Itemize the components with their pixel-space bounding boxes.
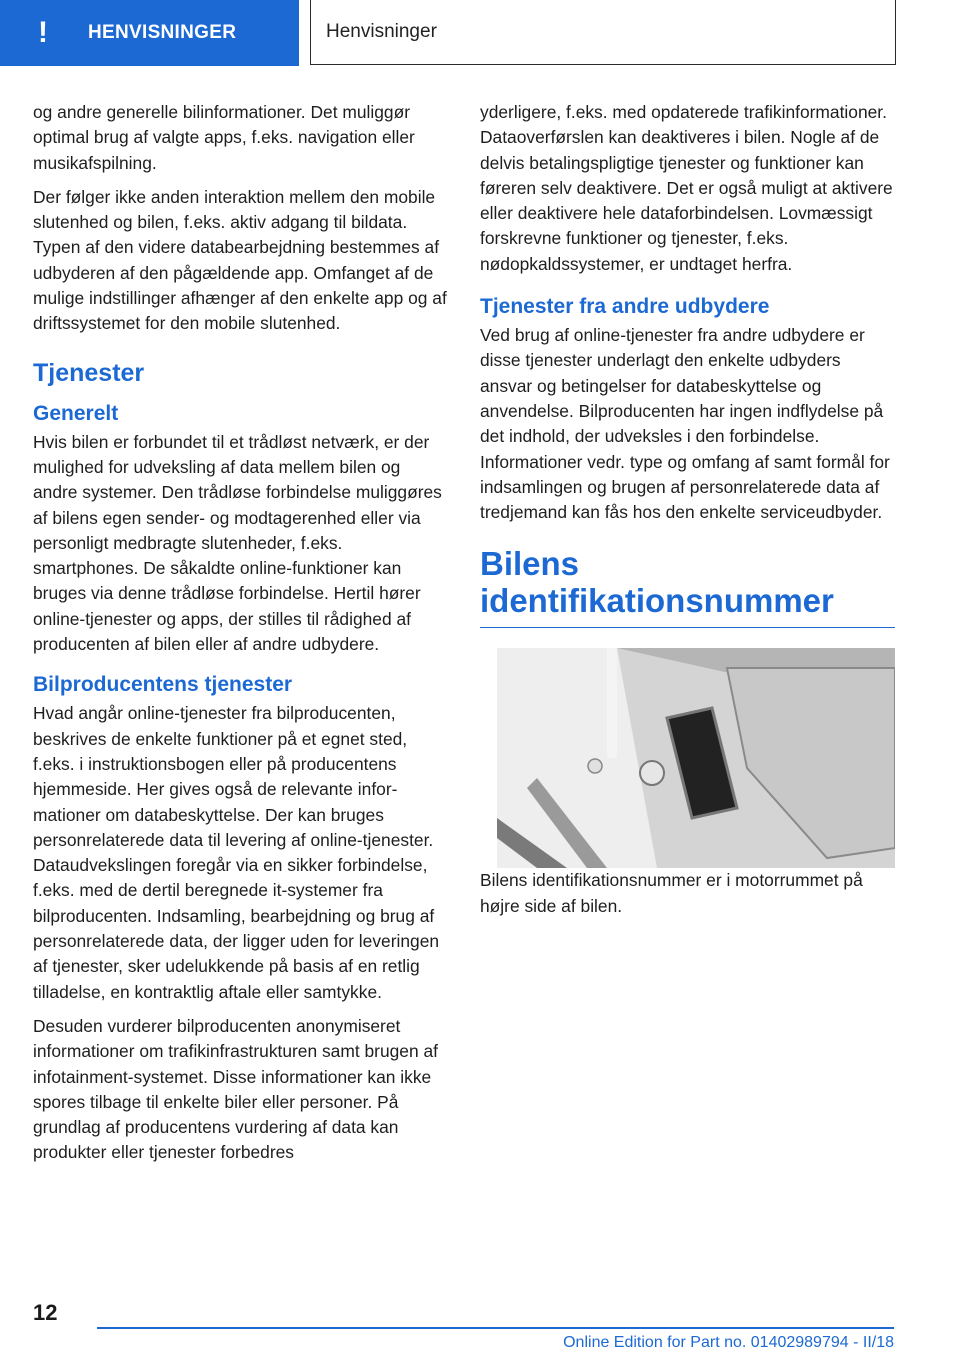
page-number: 12 (33, 1300, 58, 1325)
engine-bay-photo (497, 648, 895, 868)
heading-line-1: Bilens (480, 545, 580, 583)
heading-line-2: identifikationsnummer (480, 582, 834, 620)
paragraph: Desuden vurderer bilproducenten anonymiseret informationer om trafikinfrastrukturen samt brugen af infotainment-systemet. Disse informationer kan ikke spores tilbage til enkelte biler eller personer. På grundlag af producentens vurdering af data kan produkter eller tjenester forbedres (33, 1015, 438, 1163)
section-heading-bilens-identifikationsnummer (480, 545, 895, 628)
engine-bay-illustration (497, 648, 895, 868)
paragraph: yderligere, f.eks. med opdaterede trafikinformationer. Dataoverførslen kan deaktiveres i bilen. Nogle af de delvis betalingspligtige tjenester og funktioner kan føreren selv deaktivere. Det er også muligt at aktivere eller deaktivere hele dataforbindelsen. Lovmæssigt forskrevne funktioner og tjenester, f.eks. nødopkaldssystemer, er undtaget herfra. (480, 102, 893, 274)
subheading-bilproducentens-tjenester: Bilproducentens tjenester (33, 673, 293, 697)
exclamation-icon: ! (38, 16, 48, 49)
paragraph: Hvis bilen er forbundet til et trådløst netværk, er der mulighed for udveksling af data mellem bilen og andre systemer. Den trådløse forbindelse muliggøres af bilens egen sender- og modtagerenhed eller via personligt medbragte slutenheder, f.eks. smartphones. De såkaldte online-funktioner kan bruges via denne trådløse forbindelse. Hertil hører online-tjenester og apps, der stilles til rådighed af producenten af bilen eller af andre udbydere. (33, 431, 442, 655)
photo-caption: Bilens identifikationsnummer er i motorrummet på højre side af bilen. (480, 870, 863, 916)
header-tab-label: HENVISNINGER (88, 22, 237, 43)
subheading-tjenester-fra-andre-udbydere: Tjenester fra andre udbydere (480, 295, 770, 319)
header-tab (0, 0, 299, 66)
paragraph: Hvad angår online-tjenester fra bilproducenten, beskrives de enkelte funktioner på et egnet sted, f.eks. i instruktionsbogen eller på producentens hjemmeside. Her gives også de relevante informationer om databeskyttelse. Der kan bruges personrelaterede data til levering af online-tjenester. Dataudvekslingen foregår via en sikker forbindelse, f.eks. med de dertil beregnede it-systemer fra bilproducenten. Indsamling, bearbejdning og brug af personrelaterede data, der ligger uden for leveringen af tjenester, sker udelukkende på basis af en retlig tilladelse, en kontraktlig aftale eller samtykke. (33, 703, 440, 1002)
section-heading-tjenester: Tjenester (33, 358, 145, 387)
paragraph: og andre generelle bilinformationer. Det muliggør optimal brug af valgte apps, f.eks. navigation eller musikafspilning. (33, 102, 415, 173)
subheading-generelt: Generelt (33, 401, 119, 425)
footer-divider (97, 1327, 894, 1329)
header-title-box (310, 0, 896, 65)
footer-edition: Online Edition for Part no. 01402989794 - II/18 (563, 1334, 894, 1351)
right-column (480, 100, 896, 928)
header-title: Henvisninger (326, 21, 437, 42)
paragraph: Der følger ikke anden interaktion mellem den mobile slutenhed og bilen, f.eks. aktiv adgang til bildata. Typen af den videre databearbejdning bestemmes af udbyderen af den pågældende app. Omfanget af de mulige indstillinger afhænger af den enkelte app og af driftssystemet for den mobile slutenhed. (33, 186, 447, 334)
paragraph: Ved brug af online-tjenester fra andre udbydere er disse tjenester underlagt den enkelte udbyders ansvar og betingelser for databeskyttelse og anvendelse. Bilproducenten har ingen indflydelse på det indhold, der udveksles i den forbindelse. Informationer vedr. type og omfang af samt formål for indsamlingen og brugen af personrelaterede data af tredjemand kan fås hos den enkelte serviceudbyder. (480, 325, 890, 523)
left-column (33, 100, 449, 1175)
